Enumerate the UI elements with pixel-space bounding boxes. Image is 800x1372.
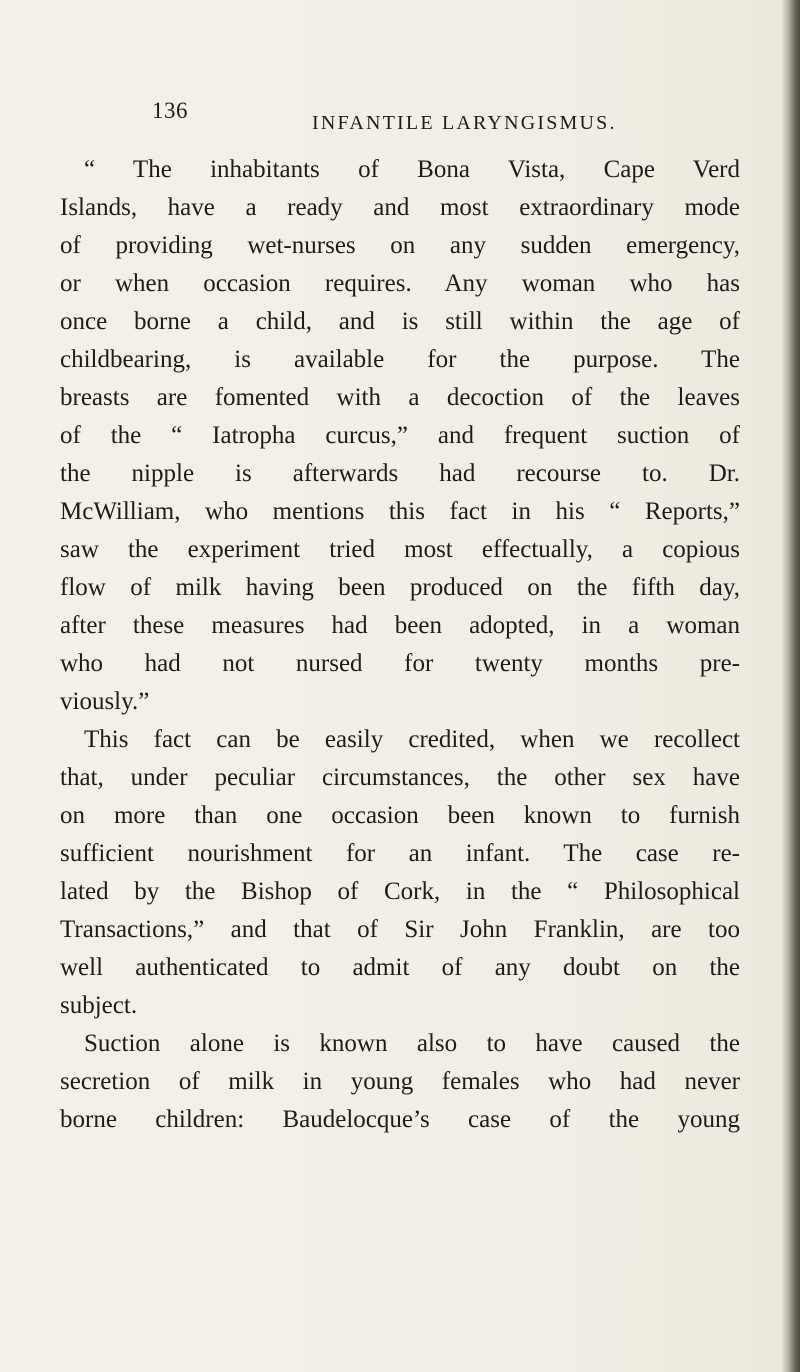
text-line: that, under peculiar circumstances, the other sex have bbox=[60, 764, 740, 791]
text-line: lated by the Bishop of Cork, in the “ Philosophical bbox=[60, 878, 740, 905]
text-line: of the “ Iatropha curcus,” and frequent suction of bbox=[60, 422, 740, 449]
text-line: viously.” bbox=[60, 688, 150, 715]
text-line: subject. bbox=[60, 992, 138, 1019]
text-line: of providing wet-nurses on any sudden emergency, bbox=[60, 232, 740, 259]
text-line: breasts are fomented with a decoction of the leaves bbox=[60, 384, 740, 411]
text-line: “ The inhabitants of Bona Vista, Cape Verd bbox=[84, 156, 740, 183]
text-line: saw the experiment tried most effectually, a copious bbox=[60, 536, 740, 563]
text-line: Islands, have a ready and most extraordinary mode bbox=[60, 194, 740, 221]
text-line: flow of milk having been produced on the fifth day, bbox=[60, 574, 740, 601]
text-line: Suction alone is known also to have caused the bbox=[84, 1030, 740, 1057]
text-line: sufficient nourishment for an infant. The case re- bbox=[60, 840, 740, 867]
text-line: secretion of milk in young females who had never bbox=[60, 1068, 740, 1095]
text-line: This fact can be easily credited, when we recollect bbox=[84, 726, 740, 753]
text-line: or when occasion requires. Any woman who has bbox=[60, 270, 740, 297]
text-line: after these measures had been adopted, in a woman bbox=[60, 612, 740, 639]
text-line: childbearing, is available for the purpose. The bbox=[60, 346, 740, 373]
text-line: borne children: Baudelocque’s case of the young bbox=[60, 1106, 740, 1133]
page-number: 136 bbox=[152, 98, 188, 123]
text-line: the nipple is afterwards had recourse to. Dr. bbox=[60, 460, 740, 487]
running-title: INFANTILE LARYNGISMUS. bbox=[312, 112, 617, 134]
page-header bbox=[152, 98, 617, 138]
text-line: once borne a child, and is still within the age of bbox=[60, 308, 740, 335]
text-line: who had not nursed for twenty months pre- bbox=[60, 650, 740, 677]
text-line: well authenticated to admit of any doubt on the bbox=[60, 954, 740, 981]
text-line: McWilliam, who mentions this fact in his “ Reports,” bbox=[60, 498, 740, 525]
text-line: on more than one occasion been known to furnish bbox=[60, 802, 740, 829]
text-line: Transactions,” and that of Sir John Franklin, are too bbox=[60, 916, 740, 943]
page-edge-shadow bbox=[782, 0, 800, 1372]
